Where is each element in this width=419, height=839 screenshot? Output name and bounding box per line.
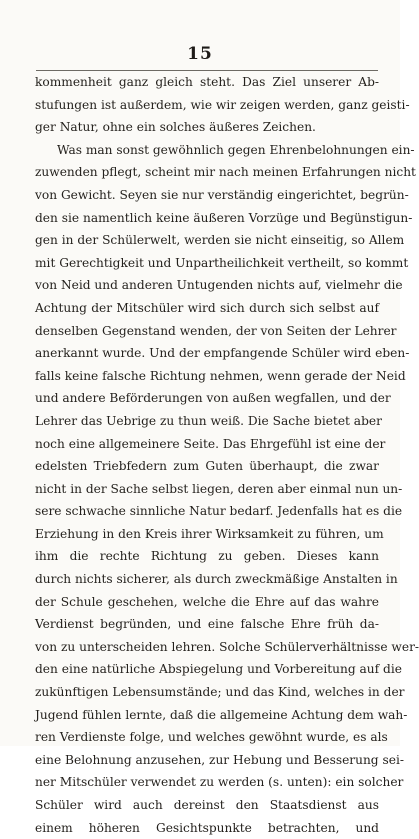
text-line: ren Verdienste folge, und welches gewöhnt wurde, es als (35, 730, 388, 745)
text-line: falls keine falsche Richtung nehmen, wenn gerade der Neid (35, 368, 406, 383)
text-line: zukünftigen Lebensumstände; und das Kind, welches in der (35, 685, 405, 700)
text-line: ger Natur, ohne ein solches äußeres Zeichen. (35, 120, 316, 135)
text-line: anerkannt wurde. Und der empfangende Schüler wird eben- (35, 346, 410, 361)
text-line: Jugend fühlen lernte, daß die allgemeine Achtung dem wah- (35, 707, 408, 722)
text-line: Erziehung in den Kreis ihrer Wirksamkeit zu führen, um (35, 526, 384, 541)
text-line: sere schwache sinnliche Natur bedarf. Jedenfalls hat es die (35, 504, 403, 519)
text-line: von Neid und anderen Untugenden nichts auf, vielmehr die (35, 278, 403, 293)
text-line: Lehrer das Uebrige zu thun weiß. Die Sache bietet aber (35, 413, 382, 428)
text-line: ihm die rechte Richtung zu geben. Dieses kann (35, 549, 379, 564)
body-text (35, 71, 419, 839)
text-line: den eine natürliche Abspiegelung und Vorbereitung auf die (35, 662, 402, 677)
text-line: eine Belohnung anzusehen, zur Hebung und Besserung sei- (35, 752, 404, 767)
text-line: noch eine allgemeinere Seite. Das Ehrgefühl ist eine der (35, 436, 386, 451)
text-line: und andere Beförderungen von außen wegfallen, und der (35, 391, 391, 406)
text-line: Was man sonst gewöhnlich gegen Ehrenbelohnungen ein- (57, 142, 415, 157)
text-line: den sie namentlich keine äußeren Vorzüge und Begünstigun- (35, 210, 413, 225)
text-line: von zu unterscheiden lehren. Solche Schülerverhältnisse wer- (35, 639, 419, 654)
text-line: stufungen ist außerdem, wie wir zeigen werden, ganz geisti- (35, 97, 410, 112)
text-line: kommenheit ganz gleich steht. Das Ziel unserer Ab- (35, 75, 379, 89)
text-line: Achtung der Mitschüler wird sich durch sich selbst auf (35, 300, 379, 315)
text-line: von Gewicht. Seyen sie nur verständig eingerichtet, begrün- (35, 187, 409, 202)
text-line: zuwenden pflegt, scheint mir nach meinen Erfahrungen nicht (35, 165, 416, 180)
text-line: mit Gerechtigkeit und Unpartheilichkeit vertheilt, so kommt (35, 255, 409, 270)
text-line: denselben Gegenstand wenden, der von Seiten der Lehrer (35, 323, 397, 338)
text-line: der Schule geschehen, welche die Ehre auf das wahre (35, 594, 379, 609)
page-number: 15 (187, 44, 213, 64)
text-line: ner Mitschüler verwendet zu werden (s. unten): ein solcher (35, 775, 404, 790)
text-line: gen in der Schülerwelt, werden sie nicht einseitig, so Allem (35, 233, 405, 248)
text-line: durch nichts sicherer, als durch zweckmäßige Anstalten in (35, 572, 398, 587)
text-line: Schüler wird auch dereinst den Staatsdienst aus (35, 798, 379, 812)
text-line: einem höheren Gesichtspunkte betrachten, und (35, 820, 379, 835)
text-line: edelsten Triebfedern zum Guten überhaupt, die zwar (35, 459, 379, 474)
text-line: Verdienst begründen, und eine falsche Ehre früh da- (35, 617, 379, 632)
text-line: nicht in der Sache selbst liegen, deren aber einmal nun un- (35, 481, 403, 496)
